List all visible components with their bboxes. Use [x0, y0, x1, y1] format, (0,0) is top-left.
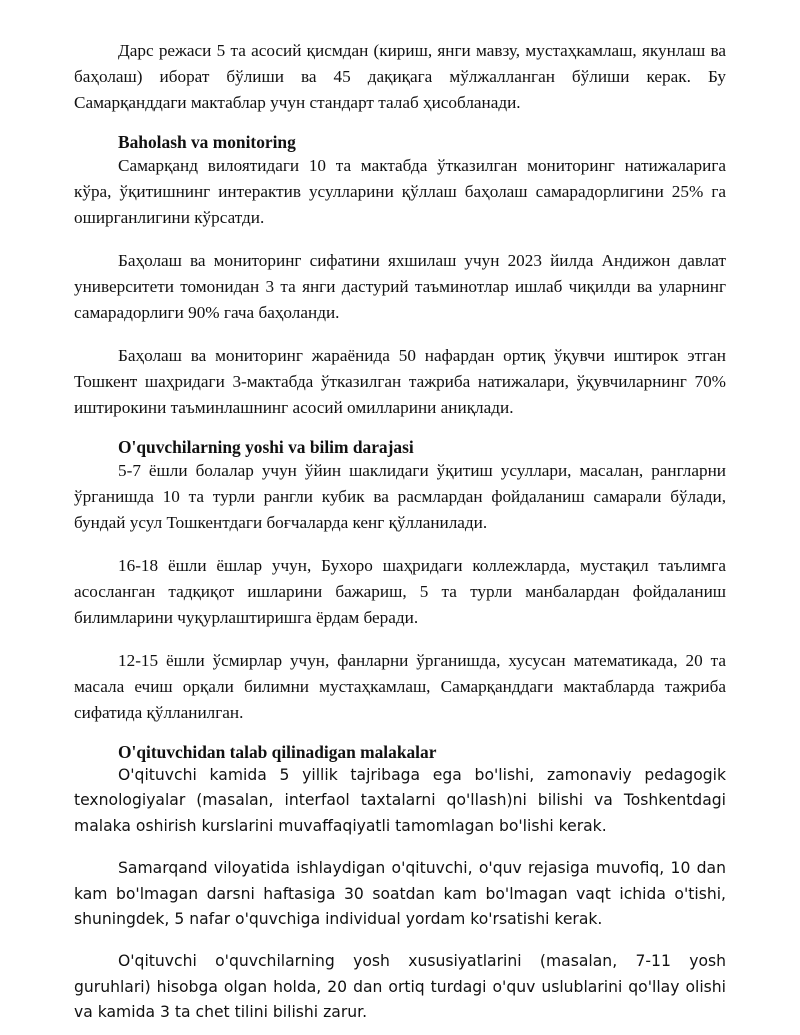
paragraph-yosh-3: 12-15 ёшли ўсмирлар учун, фанларни ўрганишда, хусусан математикада, 20 та масала ечиш орқали билимни мустаҳкамлаш, Самарқанддаги мактабларда тажриба сифатида қўлланилган.: [74, 651, 726, 722]
paragraph-malaka-3: O'qituvchi o'quvchilarning yosh xususiyatlarini (masalan, 7-11 yosh guruhlari) hisobga olgan holda, 20 dan ortiq turdagi o'quv uslublarini qo'llay olishi va kamida 3 ta chet tilini bilishi zarur.: [74, 952, 726, 1022]
paragraph-yosh-2: 16-18 ёшли ёшлар учун, Бухоро шаҳридаги коллежларда, мустақил таълимга асосланган тадқиқот ишларини бажариш, 5 та турли манбалардан фойдаланиш билимларини чуқурлаштиришга ёрдам беради.: [74, 556, 726, 627]
paragraph-baholash-2: Баҳолаш ва мониторинг сифатини яхшилаш учун 2023 йилда Андижон давлат университети томонидан 3 та янги дастурий таъминотлар ишлаб чиқилди ва уларнинг самарадорлиги 90% гача баҳоланди.: [74, 251, 726, 322]
paragraph-baholash-1: Самарқанд вилоятидаги 10 та мактабда ўтказилган мониторинг натижаларига кўра, ўқитишнинг интерактив усулларини қўллаш баҳолаш самарадорлигини 25% га оширганлигини кўрсатди.: [74, 156, 726, 227]
paragraph-malaka-2: Samarqand viloyatida ishlaydigan o'qituvchi, o'quv rejasiga muvofiq, 10 dan kam bo'lmagan darsni haftasiga 30 soatdan kam bo'lmagan vaqt ichida o'tishi, shuningdek, 5 nafar o'quvchiga individual yordam ko'rsatishi kerak.: [74, 859, 726, 929]
paragraph-yosh-1: 5-7 ёшли болалар учун ўйин шаклидаги ўқитиш усуллари, масалан, рангларни ўрганишда 10 та турли рангли кубик ва расмлардан фойдаланиш самарали бўлади, бундай усул Тошкентдаги боғчаларда кенг қўлланилади.: [74, 461, 726, 532]
paragraph-malaka-1: O'qituvchi kamida 5 yillik tajribaga ega bo'lishi, zamonaviy pedagogik texnologiyalar (masalan, interfaol taxtalarni qo'llash)ni bilishi va Toshkentdagi malaka oshirish kurslarini muvaffaqiyatli tamomlagan bo'lishi kerak.: [74, 766, 726, 835]
section-heading-baholash: Baholash va monitoring: [118, 132, 296, 152]
section-heading-malaka: O'qituvchidan talab qilinadigan malakalar: [118, 742, 437, 762]
intro-paragraph: Дарс режаси 5 та асосий қисмдан (кириш, янги мавзу, мустаҳкамлаш, якунлаш ва баҳолаш) иборат бўлиши ва 45 дақиқага мўлжалланган бўлиши керак. Бу Самарқанддаги мактаблар учун стандарт талаб ҳисобланади.: [74, 41, 726, 112]
paragraph-baholash-3: Баҳолаш ва мониторинг жараёнида 50 нафардан ортиқ ўқувчи иштирок этган Тошкент шаҳридаги 3-мактабда ўтказилган тажриба натижалари, ўқувчиларнинг 70% иштирокини таъминлашнинг асосий омилларини аниқлади.: [74, 346, 726, 417]
section-heading-yosh: O'quvchilarning yoshi va bilim darajasi: [118, 437, 414, 457]
